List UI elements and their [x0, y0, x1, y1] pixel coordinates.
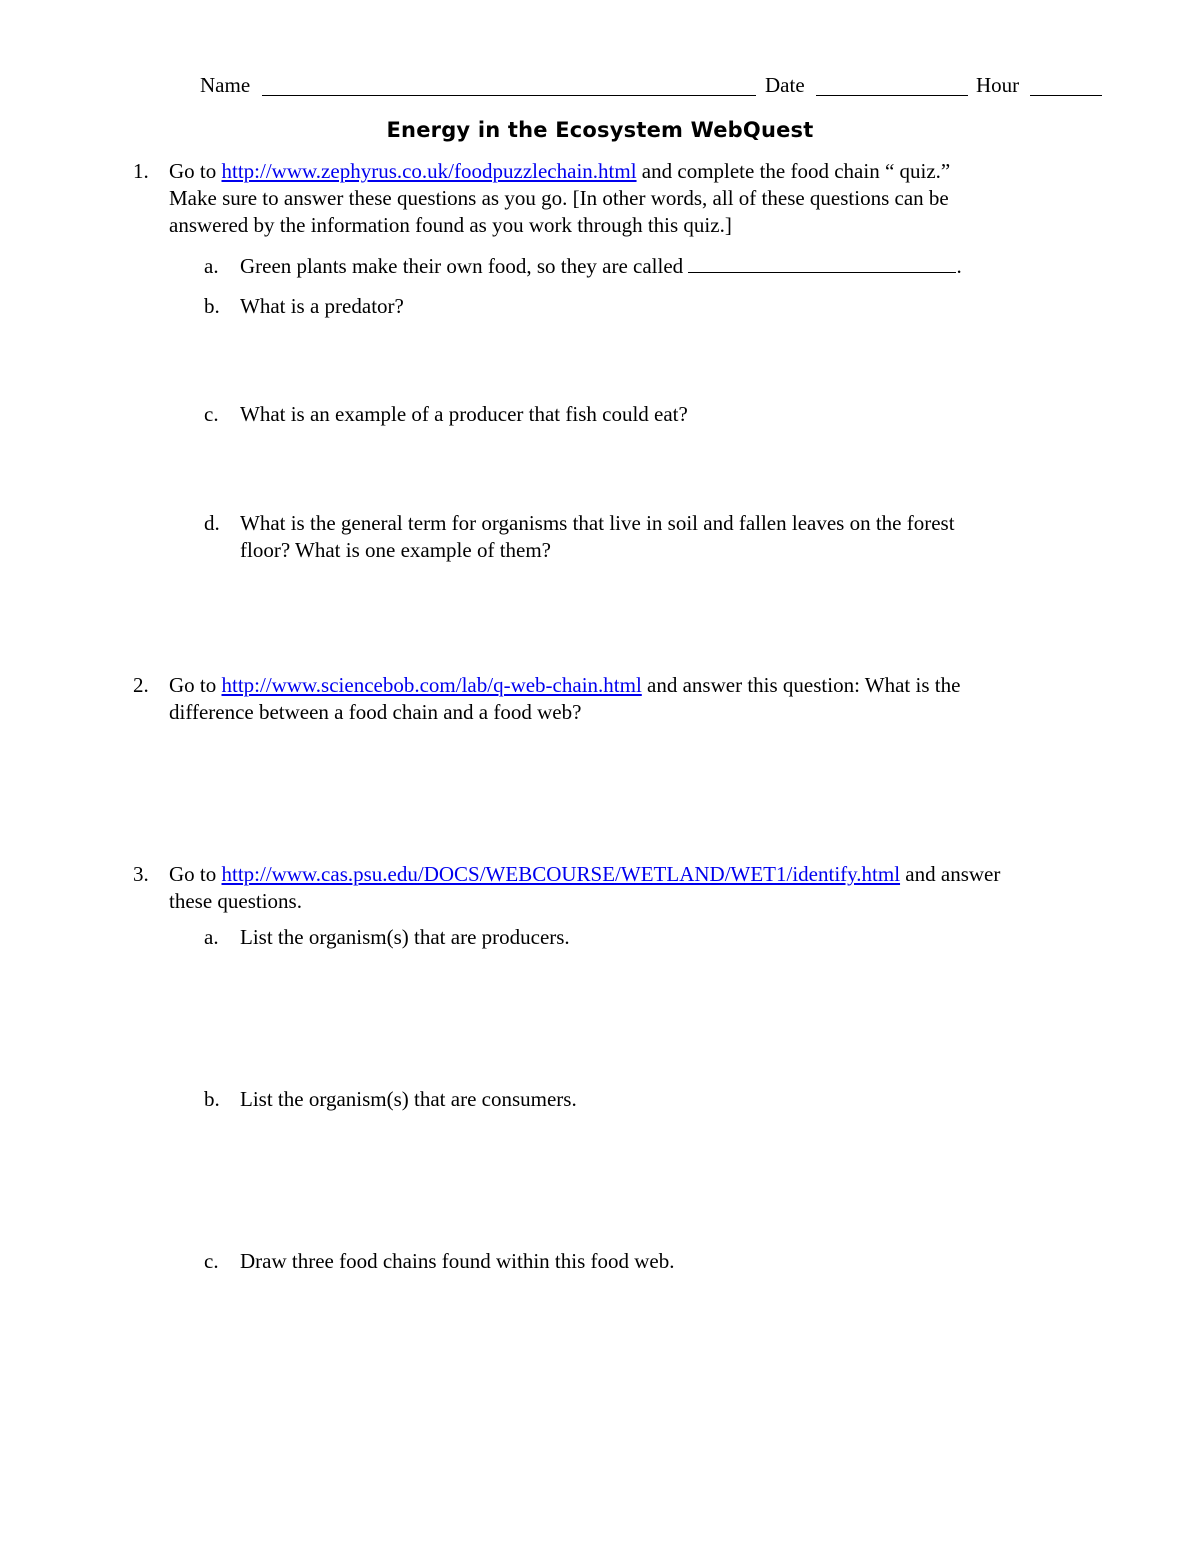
header-row [200, 72, 1105, 100]
question-number: 1. [133, 159, 149, 183]
question-text: Go to [169, 159, 222, 183]
hour-field[interactable] [1030, 77, 1102, 96]
psu-link[interactable]: http://www.cas.psu.edu/DOCS/WEBCOURSE/WETLAND/WET1/identify.html [221, 862, 901, 886]
question-1-line-3: answered by the information found as you work through this quiz.] [169, 213, 732, 237]
subquestion-end: . [956, 254, 962, 278]
subquestion-letter: a. [204, 254, 219, 278]
date-label: Date [765, 73, 805, 97]
question-2-line-1 [169, 672, 960, 699]
sciencebob-link[interactable]: http://www.sciencebob.com/lab/q-web-chain.html [221, 673, 642, 697]
question-1-line-2: Make sure to answer these questions as you go. [In other words, all of these questions can be [169, 186, 949, 210]
subquestion-letter: b. [204, 1087, 220, 1111]
subquestion-1d-line-1: What is the general term for organisms that live in soil and fallen leaves on the forest [240, 511, 955, 535]
subquestion-letter: b. [204, 294, 220, 318]
hour-label: Hour [976, 73, 1020, 97]
question-number: 2. [133, 673, 149, 697]
question-number: 3. [133, 862, 149, 886]
subquestion-letter: d. [204, 511, 220, 535]
subquestion-text: Green plants make their own food, so they are called [240, 254, 689, 278]
subquestion-1a [240, 253, 962, 280]
question-text: Go to [169, 673, 222, 697]
question-3-line-2: these questions. [169, 889, 302, 913]
question-1-line-1 [169, 158, 950, 185]
subquestion-letter: c. [204, 1249, 219, 1273]
question-text: and answer [900, 862, 1001, 886]
question-text: and complete the food chain “ quiz.” [636, 159, 951, 183]
subquestion-1c: What is an example of a producer that fish could eat? [240, 402, 688, 426]
name-label: Name [200, 73, 251, 97]
question-text: Go to [169, 862, 222, 886]
subquestion-letter: c. [204, 402, 219, 426]
date-field[interactable] [816, 77, 968, 96]
question-3-line-1 [169, 861, 1000, 888]
subquestion-3a: List the organism(s) that are producers. [240, 925, 570, 949]
subquestion-3b: List the organism(s) that are consumers. [240, 1087, 577, 1111]
name-field[interactable] [262, 77, 756, 96]
subquestion-letter: a. [204, 925, 219, 949]
subquestion-3c: Draw three food chains found within this food web. [240, 1249, 675, 1273]
question-text: and answer this question: What is the [641, 673, 961, 697]
question-2-line-2: difference between a food chain and a food web? [169, 700, 582, 724]
zephyrus-link[interactable]: http://www.zephyrus.co.uk/foodpuzzlechain.html [221, 159, 637, 183]
producers-answer-field[interactable] [688, 254, 956, 273]
subquestion-1b: What is a predator? [240, 294, 404, 318]
page-title: Energy in the Ecosystem WebQuest [386, 118, 814, 142]
subquestion-1d-line-2: floor? What is one example of them? [240, 538, 552, 562]
